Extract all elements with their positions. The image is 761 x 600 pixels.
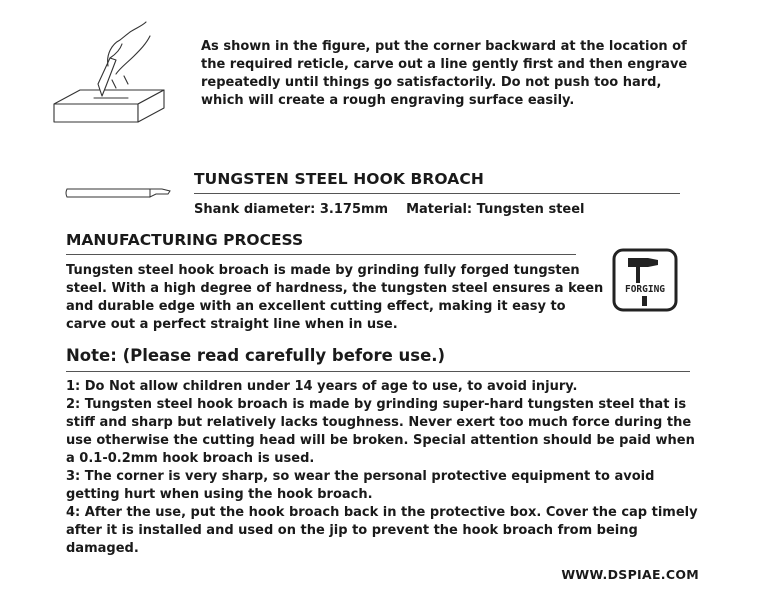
material: Material: Tungsten steel bbox=[406, 202, 585, 217]
note-list bbox=[66, 378, 706, 558]
product-divider bbox=[194, 193, 680, 194]
hook-broach-illustration bbox=[64, 183, 174, 201]
manufacturing-description: Tungsten steel hook broach is made by grinding fully forged tungsten steel. With a high degree of hardness, the tungsten steel ensures a keen and durable edge with an excellent cutting effect, making it easy to carve out a perfect straight line when in use. bbox=[66, 263, 604, 332]
note-item: 1: Do Not allow children under 14 years of age to use, to avoid injury. bbox=[66, 379, 578, 394]
manufacturing-divider bbox=[66, 254, 576, 255]
product-title: TUNGSTEN STEEL HOOK BROACH bbox=[194, 170, 484, 188]
shank-diameter: Shank diameter: 3.175mm bbox=[194, 202, 389, 217]
note-heading: Note: (Please read carefully before use.) bbox=[66, 346, 446, 365]
note-divider bbox=[66, 371, 690, 372]
product-specs bbox=[194, 202, 585, 217]
intro-instructions: As shown in the figure, put the corner backward at the location of the required reticle, carve out a line gently first and then engrave repeatedly until things go satisfactorily. Do not push too hard, which will create a rough engraving surface easily. bbox=[201, 39, 688, 108]
note-item: 3: The corner is very sharp, so wear the personal protective equipment to avoid getting hurt when using the hook broach. bbox=[66, 469, 655, 502]
note-item: 4: After the use, put the hook broach back in the protective box. Cover the cap timely after it is installed and used on the jip to prevent the hook broach from being damaged. bbox=[66, 505, 698, 556]
manufacturing-heading: MANUFACTURING PROCESS bbox=[66, 231, 304, 249]
forging-badge-label: FORGING bbox=[624, 284, 666, 295]
note-item: 2: Tungsten steel hook broach is made by grinding super-hard tungsten steel that is stiff and sharp but relatively lacks toughness. Never exert too much force during the use otherwise the cutting head will be broken. Special attention should be paid when a 0.1-0.2mm hook broach is used. bbox=[66, 397, 695, 466]
website-url: WWW.DSPIAE.COM bbox=[561, 567, 699, 582]
forging-badge-icon bbox=[612, 248, 678, 312]
engraving-hand-illustration bbox=[50, 18, 190, 126]
